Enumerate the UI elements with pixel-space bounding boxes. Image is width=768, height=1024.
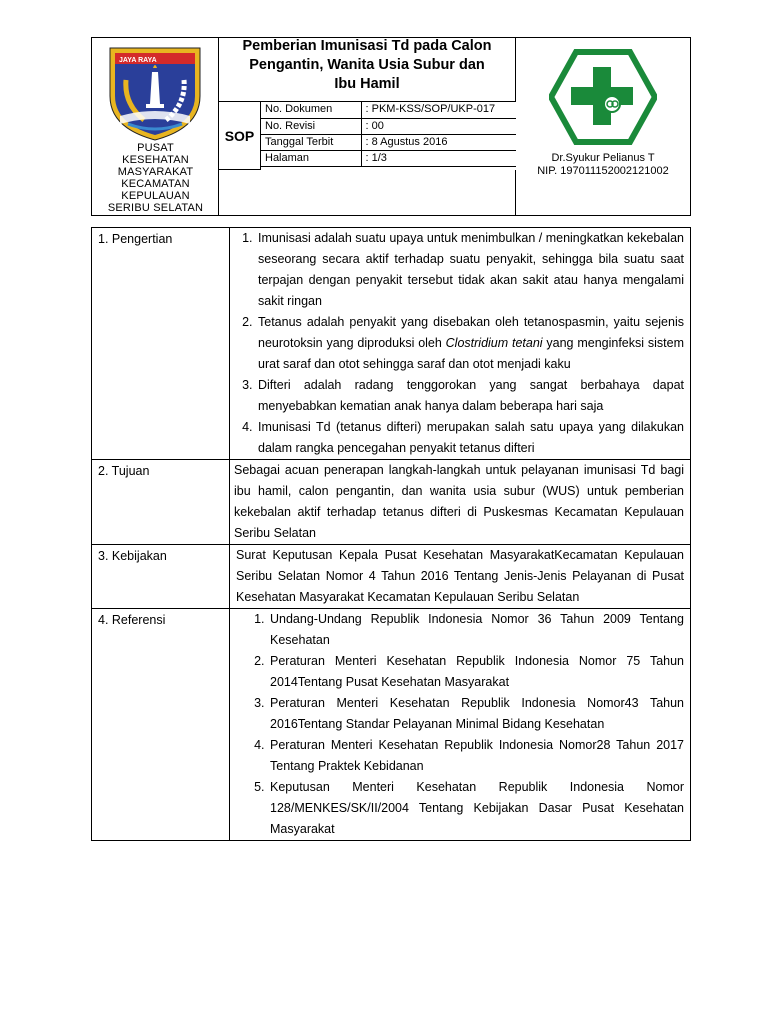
signer-name: Dr.Syukur Pelianus T — [551, 152, 655, 164]
list-item: 3. Difteri adalah radang tenggorokan yang sangat berbahaya dapat menyebabkan kematian anak hanya dalam beberapa hari saja — [256, 375, 684, 417]
blank-cell — [219, 170, 516, 215]
list-item: 1. Imunisasi adalah suatu upaya untuk menimbulkan / meningkatkan kekebalan seseorang secara aktif terhadap suatu penyakit, sehingga bila suatu saat terpajan dengan penyakit tersebut tidak akan sakit atau hanya mengalami sakit ringan — [256, 228, 684, 312]
signatory — [516, 152, 690, 178]
section-referensi — [92, 609, 690, 840]
sop-content-table — [91, 227, 691, 841]
list-item: 2. Tetanus adalah penyakit yang disebakan oleh tetanospasmin, yaitu sejenis neurotoksin yang diproduksi oleh Clostridium tetani yang menginfeksi sistem urat saraf dan otot sehingga saraf dan otot menjadi kaku — [256, 312, 684, 375]
section-pengertian — [92, 228, 690, 460]
document-meta — [261, 102, 516, 167]
meta-row: Tanggal Terbit : 8 Agustus 2016 — [261, 134, 516, 150]
section-kebijakan — [92, 545, 690, 609]
section-tujuan — [92, 460, 690, 545]
logo-cell — [92, 38, 219, 215]
meta-row: No. Revisi : 00 — [261, 118, 516, 134]
jakarta-emblem-icon — [106, 44, 204, 142]
section-label: 4. Referensi — [92, 609, 230, 840]
section-content — [230, 228, 690, 459]
section-label: 1. Pengertian — [92, 228, 230, 459]
list-item: 1. Undang-Undang Republik Indonesia Nomor 36 Tahun 2009 Tentang Kesehatan — [268, 609, 684, 651]
list-item: 3. Peraturan Menteri Kesehatan Republik Indonesia Nomor43 Tahun 2016Tentang Standar Pelayanan Minimal Bidang Kesehatan — [268, 693, 684, 735]
section-label: 3. Kebijakan — [92, 545, 230, 608]
section-content — [230, 609, 690, 840]
meta-row: Halaman : 1/3 — [261, 150, 516, 166]
puskesmas-logo-icon — [549, 49, 657, 145]
meta-row: No. Dokumen : PKM-KSS/SOP/UKP-017 — [261, 102, 516, 118]
organization-name: PUSAT KESEHATAN MASYARAKAT KECAMATAN KEPULAUAN SERIBU SELATAN — [107, 142, 204, 214]
section-content: Surat Keputusan Kepala Pusat Kesehatan MasyarakatKecamatan Kepulauan Seribu Selatan Nomor 4 Tahun 2016 Tentang Jenis-Jenis Pelayanan di Pusat Kesehatan Masyarakat Kecamatan Kepulauan Seribu Selatan — [236, 548, 684, 604]
document-title: Pemberian Imunisasi Td pada Calon Pengantin, Wanita Usia Subur dan Ibu Hamil — [219, 38, 516, 102]
list-item: 4. Imunisasi Td (tetanus difteri) merupakan salah satu upaya yang dilakukan dalam rangka pencegahan penyakit tetanus difteri — [256, 417, 684, 459]
sop-header-table — [91, 37, 691, 216]
puskesmas-logo-cell — [516, 38, 690, 215]
list-item: 2. Peraturan Menteri Kesehatan Republik Indonesia Nomor 75 Tahun 2014Tentang Pusat Kesehatan Masyarakat — [268, 651, 684, 693]
sop-label: SOP — [219, 102, 261, 170]
logo-banner-text: JAYA RAYA — [119, 57, 157, 64]
signer-nip: NIP. 197011152002121002 — [537, 165, 669, 177]
section-label: 2. Tujuan — [92, 460, 230, 544]
list-item: 4. Peraturan Menteri Kesehatan Republik Indonesia Nomor28 Tahun 2017 Tentang Praktek Kebidanan — [268, 735, 684, 777]
section-content: Sebagai acuan penerapan langkah-langkah untuk pelayanan imunisasi Td bagi ibu hamil, calon pengantin, dan wanita usia subur (WUS) untuk pemberian kekebalan aktif terhadap tetanus difteri di Puskesmas Kecamatan Kepulauan Seribu Selatan — [234, 463, 684, 540]
list-item: 5. Keputusan Menteri Kesehatan Republik Indonesia Nomor 128/MENKES/SK/II/2004 Tentang Kebijakan Dasar Pusat Kesehatan Masyarakat — [268, 777, 684, 840]
